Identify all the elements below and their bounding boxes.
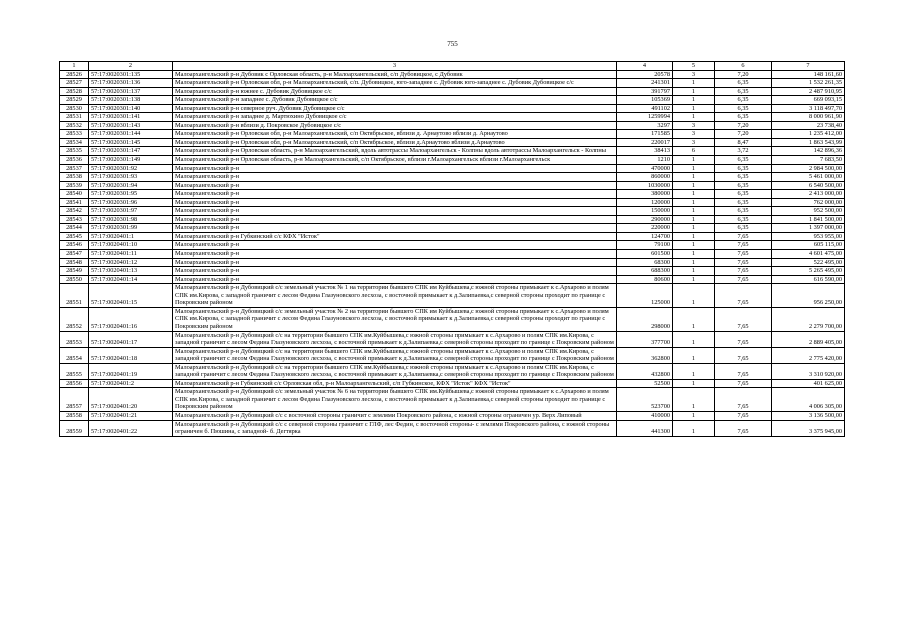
table-row [60, 156, 845, 165]
cadastral-number: 57:17:0020301:138 [89, 96, 173, 105]
location-description: Малоархангельский р-н Орловская область, р-н Малоархангельский, вдоль автотрассы Малоархангельск - Колпны вдоль автотрассы Малоархангельск - Колпны [173, 147, 617, 156]
area-value: 125000 [617, 284, 673, 308]
rate-value: 6,35 [715, 173, 772, 182]
cadastral-number: 57:17:0020401:17 [89, 331, 173, 347]
cadastral-value: 142 896,36 [772, 147, 845, 156]
cadastral-value: 1 863 543,99 [772, 138, 845, 147]
group-number: 1 [673, 267, 715, 276]
location-description: Малоархангельский р-н Орловская обл, р-н Малоархангельский, с/п. Дубовицкое, юго-западнее с. Дубовик юго-западнее с. Дубовик Дубовицкое с/с [173, 79, 617, 88]
rate-value: 7,65 [715, 411, 772, 420]
location-description: Малоархангельский р-н [173, 207, 617, 216]
cadastral-number: 57:17:0020401:20 [89, 388, 173, 412]
table-row [60, 420, 845, 436]
record-number: 28532 [60, 121, 89, 130]
record-number: 28526 [60, 70, 89, 79]
location-description: Малоархангельский р-н Дубовик с Орловская область, р-н Малоархангельский, с/п Дубовицкое, с Дубовик [173, 70, 617, 79]
cadastral-number: 57:17:0020401:19 [89, 363, 173, 379]
record-number: 28535 [60, 147, 89, 156]
column-header: 2 [89, 62, 173, 71]
location-description: Малоархангельский р-н вблизи д. Покровское Дубовицкое с/с [173, 121, 617, 130]
rate-value: 6,35 [715, 224, 772, 233]
location-description: Малоархангельский р-н Дубовицкий с/с на территории бывшего СПК им.Куйбышева,с южной стороны примыкает к с.Архарово и полям СПК им.Кирова, с западной граничит с лесом Федина Глазуновского лесхоза, с восточной примыкает к д.Залипаевка,с северной стороны проходит по границе с Покровским районом [173, 331, 617, 347]
record-number: 28536 [60, 156, 89, 165]
cadastral-number: 57:17:0020401:11 [89, 250, 173, 259]
area-value: 362800 [617, 347, 673, 363]
record-number: 28545 [60, 232, 89, 241]
group-number: 1 [673, 190, 715, 199]
column-header: 7 [772, 62, 845, 71]
group-number: 1 [673, 379, 715, 388]
group-number: 1 [673, 198, 715, 207]
header-row [60, 62, 845, 71]
record-number: 28551 [60, 284, 89, 308]
cadastral-value: 23 738,40 [772, 121, 845, 130]
cadastral-value: 148 161,60 [772, 70, 845, 79]
column-header: 6 [715, 62, 772, 71]
cadastral-value: 605 115,00 [772, 241, 845, 250]
area-value: 410000 [617, 411, 673, 420]
location-description: Малоархангельский р-н [173, 164, 617, 173]
record-number: 28547 [60, 250, 89, 259]
rate-value: 7,65 [715, 420, 772, 436]
location-description: Малоархангельский р-н Дубовицкий с/с на территории бывшего СПК им.Куйбышева,с южной стороны примыкает к с.Архарово и полям СПК им.Кирова, с западной граничит с лесом Федина Глазуновского лесхоза, с восточной примыкает к д.Залипаевка,с северной стороны проходит по границе с Покровским районом [173, 363, 617, 379]
group-number: 6 [673, 147, 715, 156]
table-row [60, 232, 845, 241]
rate-value: 6,35 [715, 104, 772, 113]
record-number: 28550 [60, 275, 89, 284]
area-value: 380000 [617, 190, 673, 199]
cadastral-value: 953 955,00 [772, 232, 845, 241]
cadastral-number: 57:17:0020301:96 [89, 198, 173, 207]
group-number: 1 [673, 164, 715, 173]
table-row [60, 307, 845, 331]
area-value: 220017 [617, 138, 673, 147]
table-row [60, 250, 845, 259]
location-description: Малоархангельский р-н Дубовицкий с/с на территории бывшего СПК им.Куйбышева,с южной стороны примыкает к с.Архарово и полям СПК им.Кирова, с западной граничит с лесом Федина Глазуновского лесхоза, с восточной примыкает к д.Залипаевка,с северной стороны проходит по границе с Покровским районом [173, 347, 617, 363]
cadastral-value: 2 279 700,00 [772, 307, 845, 331]
area-value: 432800 [617, 363, 673, 379]
cadastral-value: 2 487 910,95 [772, 87, 845, 96]
cadastral-value: 5 461 000,00 [772, 173, 845, 182]
area-value: 150000 [617, 207, 673, 216]
cadastral-value: 6 540 500,00 [772, 181, 845, 190]
cadastral-value: 616 590,00 [772, 275, 845, 284]
record-number: 28533 [60, 130, 89, 139]
cadastral-number: 57:17:0020301:98 [89, 215, 173, 224]
area-value: 298000 [617, 307, 673, 331]
record-number: 28549 [60, 267, 89, 276]
area-value: 220000 [617, 224, 673, 233]
table-row [60, 347, 845, 363]
rate-value: 3,72 [715, 147, 772, 156]
table-row [60, 70, 845, 79]
cadastral-value: 8 000 961,90 [772, 113, 845, 122]
rate-value: 7,65 [715, 275, 772, 284]
cadastral-number: 57:17:0020301:99 [89, 224, 173, 233]
column-header: 4 [617, 62, 673, 71]
rate-value: 6,35 [715, 164, 772, 173]
group-number: 1 [673, 232, 715, 241]
cadastral-table [59, 61, 845, 437]
rate-value: 7,65 [715, 307, 772, 331]
location-description: Малоархангельский р-н Орловская обл, р-н Малоархангельский, с/п Октябрьское, вблизи д. Арнаутово вблизи д. Арнаутово [173, 130, 617, 139]
column-header: 5 [673, 62, 715, 71]
record-number: 28559 [60, 420, 89, 436]
cadastral-value: 1 532 261,35 [772, 79, 845, 88]
cadastral-number: 57:17:0020401:2 [89, 379, 173, 388]
cadastral-value: 669 093,15 [772, 96, 845, 105]
record-number: 28548 [60, 258, 89, 267]
cadastral-number: 57:17:0020301:97 [89, 207, 173, 216]
cadastral-value: 2 984 500,00 [772, 164, 845, 173]
cadastral-value: 1 397 000,00 [772, 224, 845, 233]
group-number: 1 [673, 275, 715, 284]
location-description: Малоархангельский р-н [173, 198, 617, 207]
cadastral-value: 2 413 000,00 [772, 190, 845, 199]
table-row [60, 190, 845, 199]
location-description: Малоархангельский р-н Дубовицкий с/с с северной стороны граничит с ГЛФ, лес Федин, с восточной стороны- с землями Покровского района, с южной стороны ограничен б. Пюшина, с западной- б. Дегтярка [173, 420, 617, 436]
cadastral-number: 57:17:0020301:144 [89, 130, 173, 139]
record-number: 28542 [60, 207, 89, 216]
table-row [60, 258, 845, 267]
group-number: 1 [673, 258, 715, 267]
location-description: Малоархангельский р-н северное руч. Дубовик Дубовицкое с/с [173, 104, 617, 113]
table-row [60, 173, 845, 182]
rate-value: 7,65 [715, 241, 772, 250]
area-value: 79100 [617, 241, 673, 250]
group-number: 1 [673, 207, 715, 216]
area-value: 3297 [617, 121, 673, 130]
cadastral-number: 57:17:0020301:137 [89, 87, 173, 96]
area-value: 441300 [617, 420, 673, 436]
location-description: Малоархангельский р-н Губкинский с/с Орловская обл, р-н Малоархангельский, с/п Губкинское, КФХ "Исток" КФХ "Исток" [173, 379, 617, 388]
area-value: 80600 [617, 275, 673, 284]
table-row [60, 207, 845, 216]
group-number: 1 [673, 224, 715, 233]
rate-value: 7,65 [715, 267, 772, 276]
record-number: 28544 [60, 224, 89, 233]
cadastral-number: 57:17:0020301:147 [89, 147, 173, 156]
cadastral-number: 57:17:0020401:22 [89, 420, 173, 436]
cadastral-value: 401 625,00 [772, 379, 845, 388]
cadastral-number: 57:17:0020301:145 [89, 138, 173, 147]
record-number: 28538 [60, 173, 89, 182]
cadastral-number: 57:17:0020301:141 [89, 113, 173, 122]
table-row [60, 96, 845, 105]
cadastral-number: 57:17:0020401:18 [89, 347, 173, 363]
table-row [60, 87, 845, 96]
table-row [60, 130, 845, 139]
rate-value: 7,20 [715, 121, 772, 130]
rate-value: 7,65 [715, 232, 772, 241]
group-number: 1 [673, 113, 715, 122]
cadastral-number: 57:17:0020301:94 [89, 181, 173, 190]
table-row [60, 164, 845, 173]
group-number: 1 [673, 156, 715, 165]
area-value: 241301 [617, 79, 673, 88]
record-number: 28555 [60, 363, 89, 379]
table-row [60, 121, 845, 130]
group-number: 1 [673, 388, 715, 412]
group-number: 1 [673, 241, 715, 250]
cadastral-number: 57:17:0020301:135 [89, 70, 173, 79]
cadastral-number: 57:17:0020301:92 [89, 164, 173, 173]
location-description: Малоархангельский р-н [173, 250, 617, 259]
rate-value: 7,65 [715, 347, 772, 363]
record-number: 28541 [60, 198, 89, 207]
location-description: Малоархангельский р-н западнее д. Мартюхино Дубовицкое с/с [173, 113, 617, 122]
group-number: 1 [673, 420, 715, 436]
rate-value: 6,35 [715, 215, 772, 224]
table-row [60, 388, 845, 412]
location-description: Малоархангельский р-н южнее с. Дубовик Дубовицкое с/с [173, 87, 617, 96]
cadastral-value: 952 500,00 [772, 207, 845, 216]
record-number: 28537 [60, 164, 89, 173]
group-number: 3 [673, 70, 715, 79]
location-description: Малоархангельский р-н [173, 181, 617, 190]
table-row [60, 379, 845, 388]
area-value: 120000 [617, 198, 673, 207]
area-value: 290000 [617, 215, 673, 224]
rate-value: 8,47 [715, 138, 772, 147]
table-row [60, 147, 845, 156]
table-row [60, 275, 845, 284]
cadastral-number: 57:17:0020301:95 [89, 190, 173, 199]
table-row [60, 284, 845, 308]
cadastral-number: 57:17:0020401:15 [89, 284, 173, 308]
group-number: 1 [673, 307, 715, 331]
record-number: 28530 [60, 104, 89, 113]
area-value: 1259994 [617, 113, 673, 122]
cadastral-value: 1 841 500,00 [772, 215, 845, 224]
location-description: Малоархангельский р-н Губкинский с/с КФХ "Исток" [173, 232, 617, 241]
table-row [60, 363, 845, 379]
table-row [60, 267, 845, 276]
area-value: 105369 [617, 96, 673, 105]
cadastral-value: 762 000,00 [772, 198, 845, 207]
page-number: 755 [447, 40, 458, 48]
location-description: Малоархангельский р-н Орловская обл, р-н Малоархангельский, с/п Октябрьское, вблизи д.Арнаутово вблизи д.Арнаутово [173, 138, 617, 147]
cadastral-number: 57:17:0020301:149 [89, 156, 173, 165]
record-number: 28554 [60, 347, 89, 363]
group-number: 1 [673, 87, 715, 96]
cadastral-number: 57:17:0020301:140 [89, 104, 173, 113]
location-description: Малоархангельский р-н Дубовицкий с/с земельный участок № 1 на территории бывшего СПК им Куйбышева,с южной стороны примыкает к с.Архарово и полям СПК им.Кирова, с западной граничит с лесом Федина Глазуновского лесхоза, с восточной примыкает к д.Залипаевка,с северной стороны проходит по границе с Покровским районом [173, 284, 617, 308]
table-row [60, 215, 845, 224]
group-number: 1 [673, 96, 715, 105]
group-number: 1 [673, 363, 715, 379]
cadastral-value: 3 118 497,70 [772, 104, 845, 113]
cadastral-value: 956 250,00 [772, 284, 845, 308]
area-value: 491102 [617, 104, 673, 113]
location-description: Малоархангельский р-н [173, 190, 617, 199]
record-number: 28540 [60, 190, 89, 199]
cadastral-number: 57:17:0020301:143 [89, 121, 173, 130]
cadastral-value: 2 775 420,00 [772, 347, 845, 363]
group-number: 3 [673, 121, 715, 130]
record-number: 28529 [60, 96, 89, 105]
rate-value: 7,20 [715, 70, 772, 79]
cadastral-value: 522 495,00 [772, 258, 845, 267]
cadastral-number: 57:17:0020301:93 [89, 173, 173, 182]
area-value: 20578 [617, 70, 673, 79]
area-value: 124700 [617, 232, 673, 241]
record-number: 28527 [60, 79, 89, 88]
rate-value: 6,35 [715, 87, 772, 96]
record-number: 28546 [60, 241, 89, 250]
rate-value: 6,35 [715, 181, 772, 190]
table-row [60, 198, 845, 207]
rate-value: 7,65 [715, 331, 772, 347]
rate-value: 7,20 [715, 130, 772, 139]
record-number: 28531 [60, 113, 89, 122]
rate-value: 6,35 [715, 79, 772, 88]
cadastral-value: 3 375 945,00 [772, 420, 845, 436]
group-number: 1 [673, 250, 715, 259]
location-description: Малоархангельский р-н Дубовицкий с/с земельный участок № 6 на территории бывшего СПК им.Куйбышева,с южной стороны примыкает к с.Архарово и полям СПК им.Кирова, с западной граничит с лесом Федина Глазуновского лесхоза, с восточной примыкает к д.Залипаевка,с северной стороны проходит по границе с Покровским районом [173, 388, 617, 412]
group-number: 3 [673, 138, 715, 147]
area-value: 688300 [617, 267, 673, 276]
record-number: 28556 [60, 379, 89, 388]
cadastral-value: 2 889 405,00 [772, 331, 845, 347]
cadastral-value: 4 006 305,00 [772, 388, 845, 412]
table-row [60, 224, 845, 233]
location-description: Малоархангельский р-н [173, 173, 617, 182]
group-number: 1 [673, 181, 715, 190]
area-value: 171585 [617, 130, 673, 139]
record-number: 28543 [60, 215, 89, 224]
table-row [60, 104, 845, 113]
group-number: 1 [673, 411, 715, 420]
rate-value: 7,65 [715, 363, 772, 379]
location-description: Малоархангельский р-н Орловская область, р-н Малоархангельский, с/п Октябрьское, вблизи г.Малоархангельск вблизи г.Малоархангельск [173, 156, 617, 165]
location-description: Малоархангельский р-н Дубовицкий с/с земельный участок № 2 на территории бывшего СПК им Куйбышева,с южной стороны примыкает к с.Архарово и полям СПК им.Кирова, с западной граничит с лесом Федина Глазуновского лесхоза, с восточной примыкает к д.Залипаевка,с северной стороны проходит по границе с Покровским районом [173, 307, 617, 331]
cadastral-number: 57:17:0020401:1 [89, 232, 173, 241]
area-value: 38413 [617, 147, 673, 156]
rate-value: 6,35 [715, 113, 772, 122]
record-number: 28557 [60, 388, 89, 412]
area-value: 1210 [617, 156, 673, 165]
location-description: Малоархангельский р-н [173, 241, 617, 250]
rate-value: 6,35 [715, 207, 772, 216]
record-number: 28558 [60, 411, 89, 420]
record-number: 28553 [60, 331, 89, 347]
location-description: Малоархангельский р-н [173, 258, 617, 267]
column-header: 3 [173, 62, 617, 71]
area-value: 52500 [617, 379, 673, 388]
group-number: 1 [673, 79, 715, 88]
area-value: 860000 [617, 173, 673, 182]
cadastral-value: 7 683,50 [772, 156, 845, 165]
group-number: 3 [673, 130, 715, 139]
cadastral-number: 57:17:0020401:14 [89, 275, 173, 284]
cadastral-number: 57:17:0020401:21 [89, 411, 173, 420]
cadastral-number: 57:17:0020401:16 [89, 307, 173, 331]
rate-value: 7,65 [715, 388, 772, 412]
rate-value: 6,35 [715, 156, 772, 165]
cadastral-value: 4 601 475,00 [772, 250, 845, 259]
area-value: 391797 [617, 87, 673, 96]
rate-value: 6,35 [715, 96, 772, 105]
area-value: 601500 [617, 250, 673, 259]
table-row [60, 79, 845, 88]
rate-value: 7,65 [715, 379, 772, 388]
area-value: 377700 [617, 331, 673, 347]
cadastral-number: 57:17:0020401:10 [89, 241, 173, 250]
column-header: 1 [60, 62, 89, 71]
group-number: 1 [673, 331, 715, 347]
cadastral-value: 3 136 500,00 [772, 411, 845, 420]
cadastral-number: 57:17:0020401:13 [89, 267, 173, 276]
area-value: 523700 [617, 388, 673, 412]
location-description: Малоархангельский р-н [173, 215, 617, 224]
table-row [60, 241, 845, 250]
cadastral-value: 1 235 412,00 [772, 130, 845, 139]
rate-value: 7,65 [715, 284, 772, 308]
record-number: 28534 [60, 138, 89, 147]
location-description: Малоархангельский р-н [173, 267, 617, 276]
location-description: Малоархангельский р-н [173, 275, 617, 284]
group-number: 1 [673, 104, 715, 113]
location-description: Малоархангельский р-н западнее с. Дубовик Дубовицкое с/с [173, 96, 617, 105]
area-value: 68300 [617, 258, 673, 267]
group-number: 1 [673, 284, 715, 308]
table-row [60, 181, 845, 190]
rate-value: 7,65 [715, 250, 772, 259]
table-row [60, 113, 845, 122]
cadastral-value: 5 265 495,00 [772, 267, 845, 276]
group-number: 1 [673, 347, 715, 363]
group-number: 1 [673, 215, 715, 224]
cadastral-value: 3 310 920,00 [772, 363, 845, 379]
record-number: 28528 [60, 87, 89, 96]
group-number: 1 [673, 173, 715, 182]
location-description: Малоархангельский р-н Дубовицкий с/с с восточной стороны граничит с землями Покровского района, с южной стороны ограничен ур. Верх Липовый [173, 411, 617, 420]
area-value: 470000 [617, 164, 673, 173]
cadastral-number: 57:17:0020401:12 [89, 258, 173, 267]
rate-value: 6,35 [715, 190, 772, 199]
table-row [60, 331, 845, 347]
area-value: 1030000 [617, 181, 673, 190]
location-description: Малоархангельский р-н [173, 224, 617, 233]
rate-value: 7,65 [715, 258, 772, 267]
record-number: 28539 [60, 181, 89, 190]
record-number: 28552 [60, 307, 89, 331]
rate-value: 6,35 [715, 198, 772, 207]
cadastral-number: 57:17:0020301:136 [89, 79, 173, 88]
table-row [60, 138, 845, 147]
table-row [60, 411, 845, 420]
